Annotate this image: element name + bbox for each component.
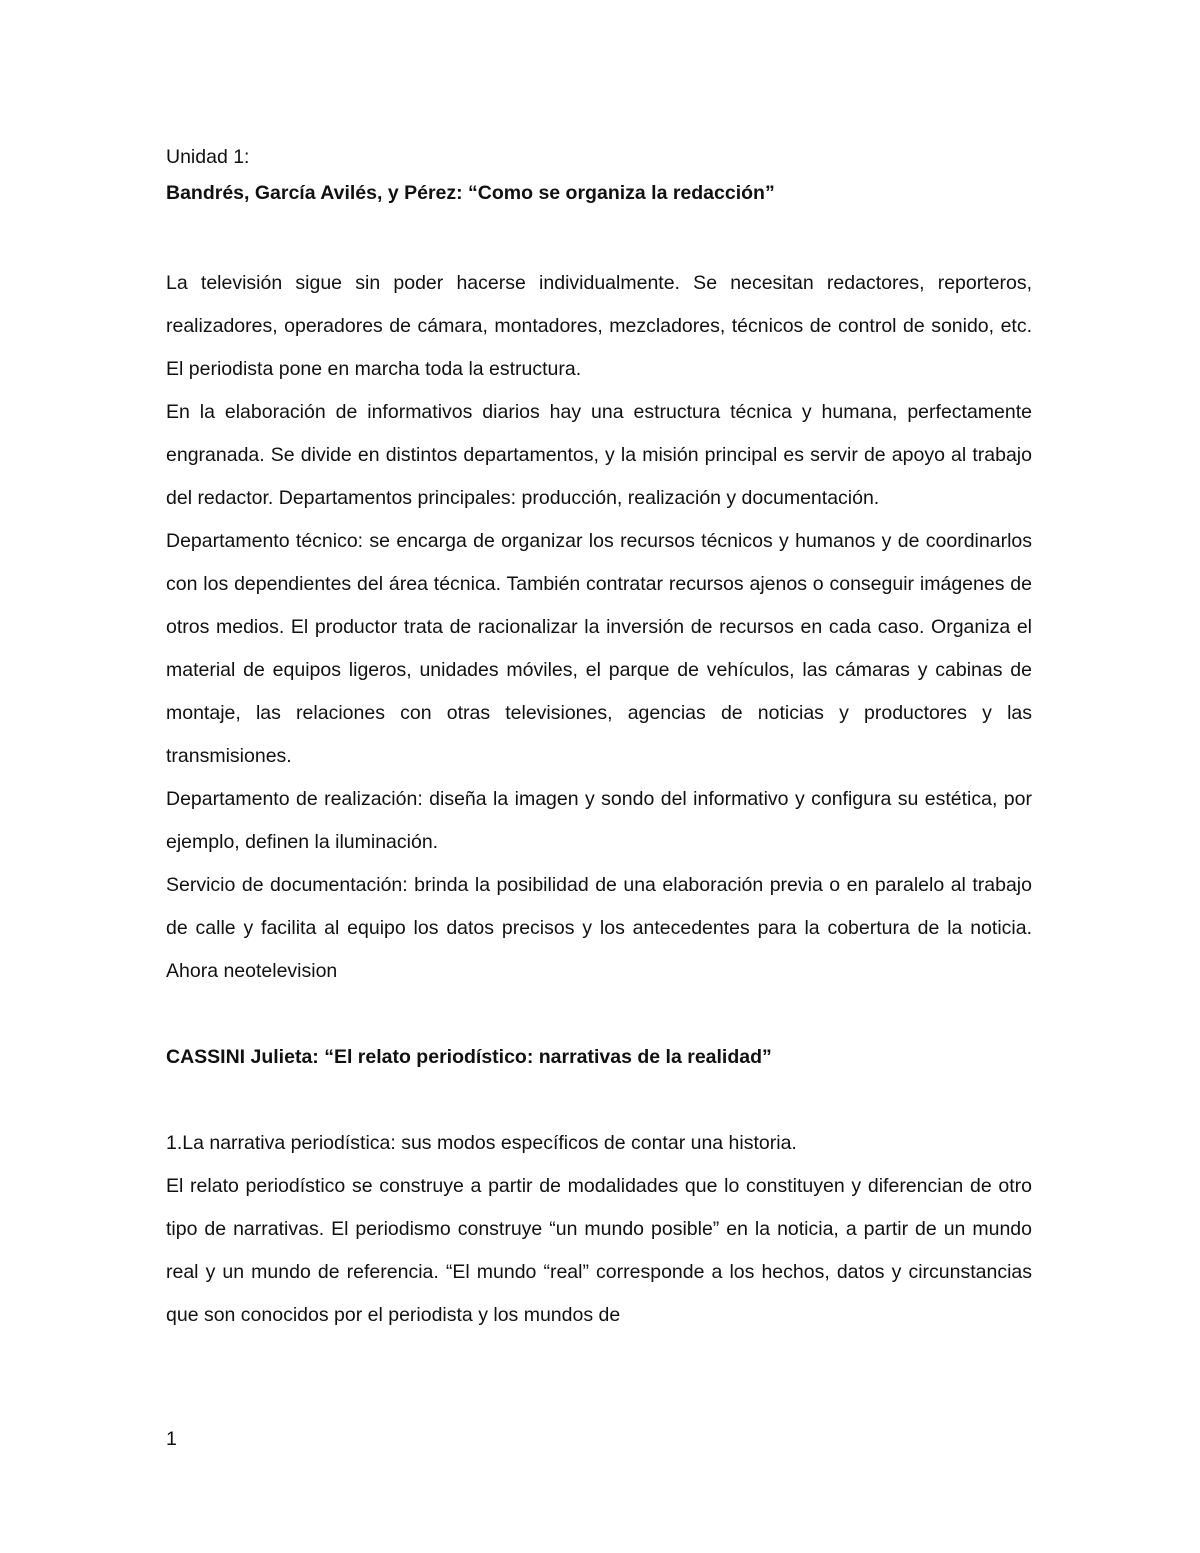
section-heading-cassini: CASSINI Julieta: “El relato periodístico: narrativas de la realidad” — [166, 1046, 772, 1068]
unit-label: Unidad 1: — [166, 146, 250, 168]
section-heading-bandres: Bandrés, García Avilés, y Pérez: “Como se organiza la redacción” — [166, 182, 775, 204]
paragraph-departamento-realizacion: Departamento de realización: diseña la imagen y sondo del informativo y configura su estética, por ejemplo, definen la iluminación. — [166, 788, 1032, 853]
page-number: 1 — [166, 1428, 177, 1450]
paragraph-departamento-tecnico: Departamento técnico: se encarga de organizar los recursos técnicos y humanos y de coordinarlos con los dependientes del área técnica. También contratar recursos ajenos o conseguir imágenes de otros medios. El productor trata de racionalizar la inversión de recursos en cada caso. Organiza el material de equipos ligeros, unidades móviles, el parque de vehículos, las cámaras y cabinas de montaje, las relaciones con otras televisiones, agencias de noticias y productores y las transmisiones. — [166, 530, 1032, 767]
subheading-narrativa: 1.La narrativa periodística: sus modos específicos de contar una historia. — [166, 1132, 797, 1154]
document-body — [166, 140, 1032, 1337]
spacer — [166, 210, 1032, 262]
paragraph-elaboracion: En la elaboración de informativos diarios hay una estructura técnica y humana, perfectamente engranada. Se divide en distintos departamentos, y la misión principal es servir de apoyo al trabajo del redactor. Departamentos principales: producción, realización y documentación. — [166, 401, 1032, 509]
spacer — [166, 1079, 1032, 1122]
paragraph-relato-periodistico: El relato periodístico se construye a partir de modalidades que lo constituyen y diferencian de otro tipo de narrativas. El periodismo construye “un mundo posible” en la noticia, a partir de un mundo real y un mundo de referencia. “El mundo “real” corresponde a los hechos, datos y circunstancias que son conocidos por el periodista y los mundos de — [166, 1175, 1032, 1326]
paragraph-television: La televisión sigue sin poder hacerse individualmente. Se necesitan redactores, reporteros, realizadores, operadores de cámara, montadores, mezcladores, técnicos de control de sonido, etc. El periodista pone en marcha toda la estructura. — [166, 272, 1032, 380]
spacer — [166, 993, 1032, 1036]
paragraph-servicio-documentacion: Servicio de documentación: brinda la posibilidad de una elaboración previa o en paralelo al trabajo de calle y facilita al equipo los datos precisos y los antecedentes para la cobertura de la noticia. Ahora neotelevision — [166, 874, 1032, 982]
